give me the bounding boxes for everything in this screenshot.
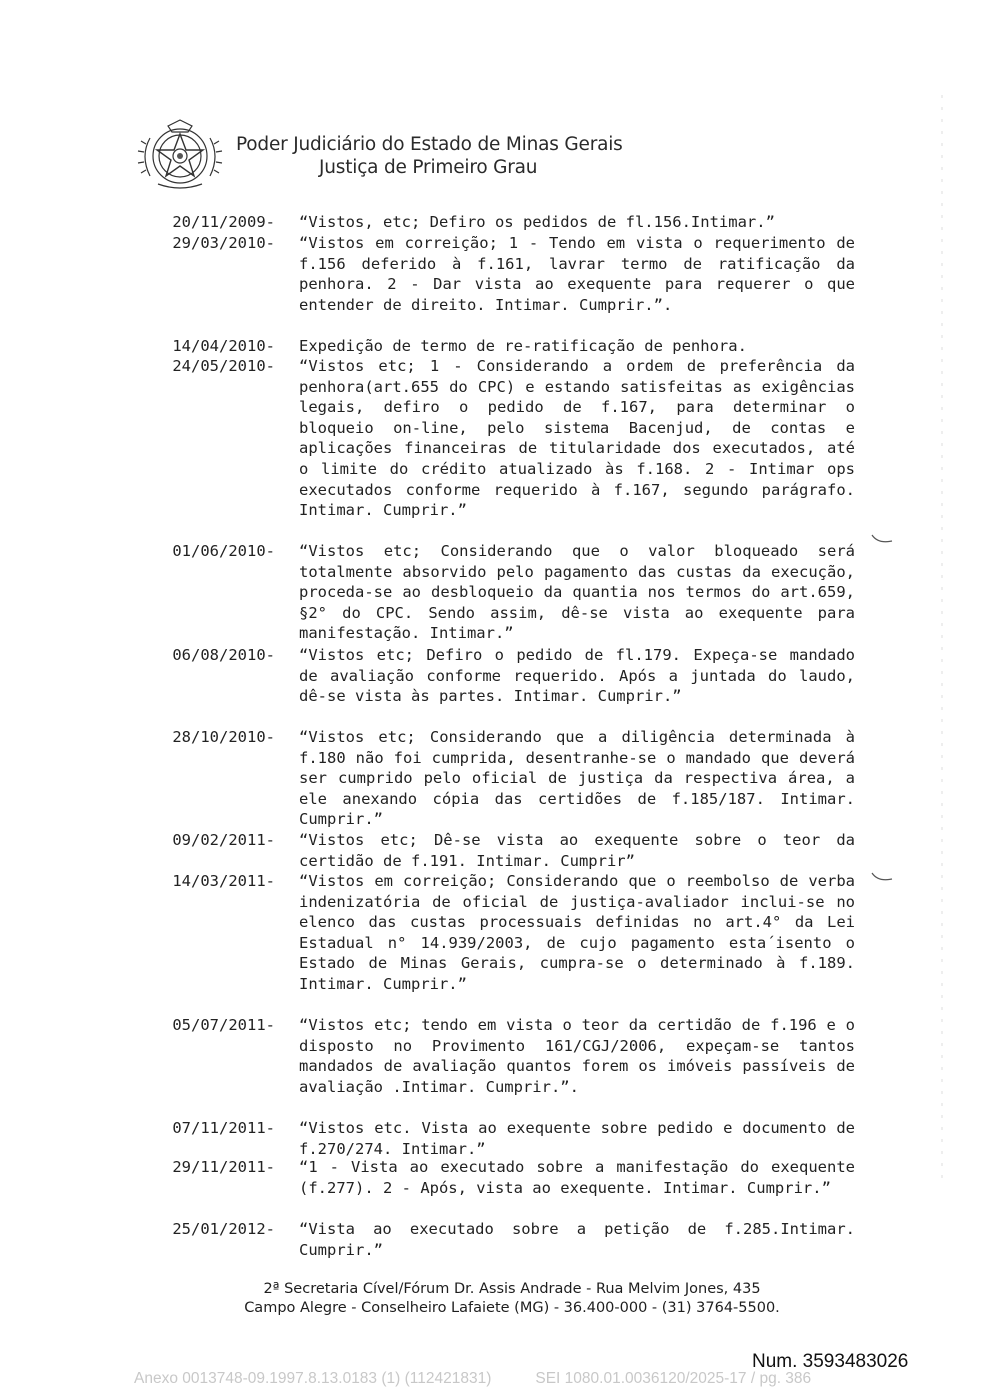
entry-date: 29/11/2011- — [172, 1158, 275, 1176]
entry-text: “Vistos, etc; Defiro os pedidos de fl.156.Intimar.” — [299, 213, 775, 231]
document-number: Num. 3593483026 — [752, 1351, 909, 1372]
margin-check-mark — [870, 870, 894, 884]
entry-date: 29/03/2010- — [172, 234, 275, 252]
entry-date: 28/10/2010- — [172, 728, 275, 746]
coat-of-arms-seal — [132, 118, 230, 194]
entry-text: “Vistos etc; Considerando que a diligência determinada à f.180 não foi cumprida, desentranhe-se o mandado que deverá ser cumprido pelo oficial de justiça da respectiva área, a ele anexando cópia das certidões de f.185/187. Intimar. Cumprir.” — [299, 728, 855, 829]
entry-text: Expedição de termo de re-ratificação de penhora. — [299, 337, 747, 355]
entry-text: “Vistos etc. Vista ao exequente sobre pedido e documento de f.270/274. Intimar.” — [299, 1119, 855, 1158]
entry-text: “Vistos etc; 1 - Considerando a ordem de preferência da penhora(art.655 do CPC) e estando satisfeitas as exigências legais, defiro o pedido de f.167, para determinar o bloqueio on-line, pelo sistema Bacenjud, de contas e aplicações financeiras de titularidade dos executados, até o limite do crédito atualizado às f.168. 2 - Intimar ops executados conforme requerido à f.167, segundo parágrafo. Intimar. Cumprir.” — [299, 357, 855, 520]
entry-date: 14/03/2011- — [172, 872, 275, 890]
entry-text: “1 - Vista ao executado sobre a manifestação do exequente (f.277). 2 - Após, vista ao exequente. Intimar. Cumprir.” — [299, 1158, 855, 1197]
margin-check-mark — [870, 532, 894, 546]
entry-date: 06/08/2010- — [172, 646, 275, 664]
entry-text: “Vistos em correição; Considerando que o reembolso de verba indenizatória de oficial de justiça-avaliador inclui-se no elenco das custas processuais definidas no art.4° da Lei Estadual n° 14.939/2003, de cujo pagamento esta´isento o Estado de Minas Gerais, cumpra-se o determinado à f.189. Intimar. Cumprir.” — [299, 872, 855, 993]
entry-date: 05/07/2011- — [172, 1016, 275, 1034]
entry-text: “Vistos etc; Dê-se vista ao exequente sobre o teor da certidão de f.191. Intimar. Cumprir” — [299, 831, 855, 870]
footer-address-line: 2ª Secretaria Cível/Fórum Dr. Assis Andrade - Rua Melvim Jones, 435 — [263, 1281, 761, 1297]
annex-reference: Anexo 0013748-09.1997.8.13.0183 (1) (112421831) — [134, 1370, 492, 1387]
entry-date: 07/11/2011- — [172, 1119, 275, 1137]
entry-date: 09/02/2011- — [172, 831, 275, 849]
court-name-title: Poder Judiciário do Estado de Minas Gerais — [236, 134, 623, 155]
court-instance-subtitle: Justiça de Primeiro Grau — [319, 157, 538, 178]
entry-text: “Vista ao executado sobre a petição de f.285.Intimar. Cumprir.” — [299, 1220, 855, 1259]
entry-date: 25/01/2012- — [172, 1220, 275, 1238]
footer-contact-line: Campo Alegre - Conselheiro Lafaiete (MG) - 36.400-000 - (31) 3764-5500. — [244, 1300, 780, 1316]
entry-text: “Vistos etc; tendo em vista o teor da certidão de f.196 e o disposto no Provimento 161/CGJ/2006, expeçam-se tantos mandados de avaliação quantos forem os imóveis passíveis de avaliação .Intimar. Cumprir.”. — [299, 1016, 855, 1096]
entry-text: “Vistos etc; Defiro o pedido de fl.179. Expeça-se mandado de avaliação conforme requerido. Após a juntada do laudo, dê-se vista às partes. Intimar. Cumprir.” — [299, 646, 855, 706]
sei-page-reference: SEI 1080.01.0036120/2025-17 / pg. 386 — [535, 1370, 812, 1387]
entry-text: “Vistos em correição; 1 - Tendo em vista o requerimento de f.156 deferido à f.161, lavrar termo de ratificação da penhora. 2 - Dar vista ao exequente para requerer o que entender de direito. Intimar. Cumprir.”. — [299, 234, 855, 314]
archive-stamp — [134, 1369, 811, 1389]
entry-date: 01/06/2010- — [172, 542, 275, 560]
entry-text: “Vistos etc; Considerando que o valor bloqueado será totalmente absorvido pelo pagamento das custas da execução, proceda-se ao desbloqueio da quantia nos termos do art.659, §2° do CPC. Sendo assim, dê-se vista ao exequente para manifestação. Intimar.” — [299, 542, 855, 643]
entry-date: 20/11/2009- — [172, 213, 275, 231]
scan-margin-line — [940, 95, 944, 1185]
entry-date: 14/04/2010- — [172, 337, 275, 355]
entry-date: 24/05/2010- — [172, 357, 275, 375]
